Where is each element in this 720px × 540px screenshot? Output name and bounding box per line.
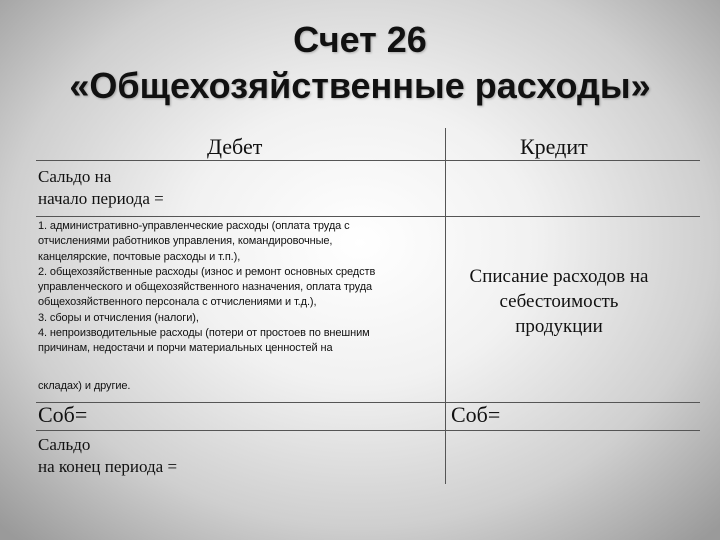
page-title-line-2: «Общехозяйственные расходы» xyxy=(69,65,651,106)
opening-balance-line-2: начало периода = xyxy=(38,189,164,208)
debit-item-line: отчислениями работников управления, командировочные, xyxy=(38,235,333,248)
opening-balance-label xyxy=(38,166,164,210)
debit-turnover: Соб= xyxy=(38,402,88,427)
debit-items-list xyxy=(38,219,440,357)
credit-turnover: Соб= xyxy=(451,402,501,427)
debit-header: Дебет xyxy=(207,134,263,159)
closing-balance-label xyxy=(38,434,177,478)
table-line-closing xyxy=(36,430,700,431)
debit-item-line: 4. непроизводительные расходы (потери от простоев по внешним xyxy=(38,327,370,340)
debit-item-line: 1. административно-управленческие расходы (оплата труда с xyxy=(38,220,350,232)
debit-item-line: 3. сборы и отчисления (налоги), xyxy=(38,311,199,324)
opening-balance-line-1: Сальдо на xyxy=(38,167,112,186)
debit-item-line: причинам, недостачи и порчи материальных ценностей на xyxy=(38,342,333,355)
closing-balance-line-1: Сальдо xyxy=(38,435,91,454)
credit-writeoff-line-2: себестоимость xyxy=(499,291,619,312)
debit-items-tail: складах) и другие. xyxy=(38,380,131,392)
table-line-opening xyxy=(36,216,700,217)
credit-writeoff-text xyxy=(450,264,668,339)
debit-item-line: 2. общехозяйственные расходы (износ и ремонт основных средств xyxy=(38,265,376,278)
table-line-header xyxy=(36,160,700,161)
debit-item-line: общехозяйственного персонала с отчислениями и т.д.), xyxy=(38,296,317,309)
credit-writeoff-line-3: продукции xyxy=(515,316,603,337)
table-line-turnover xyxy=(36,402,700,403)
debit-item-line: управленческого и общехозяйственного назначения, оплата труда xyxy=(38,281,373,294)
debit-item-line: канцелярские, почтовые расходы и т.п.), xyxy=(38,250,241,263)
credit-header: Кредит xyxy=(520,134,588,159)
closing-balance-line-2: на конец периода = xyxy=(38,457,178,476)
credit-writeoff-line-1: Списание расходов на xyxy=(469,266,649,287)
page-title-line-1: Счет 26 xyxy=(293,19,427,60)
